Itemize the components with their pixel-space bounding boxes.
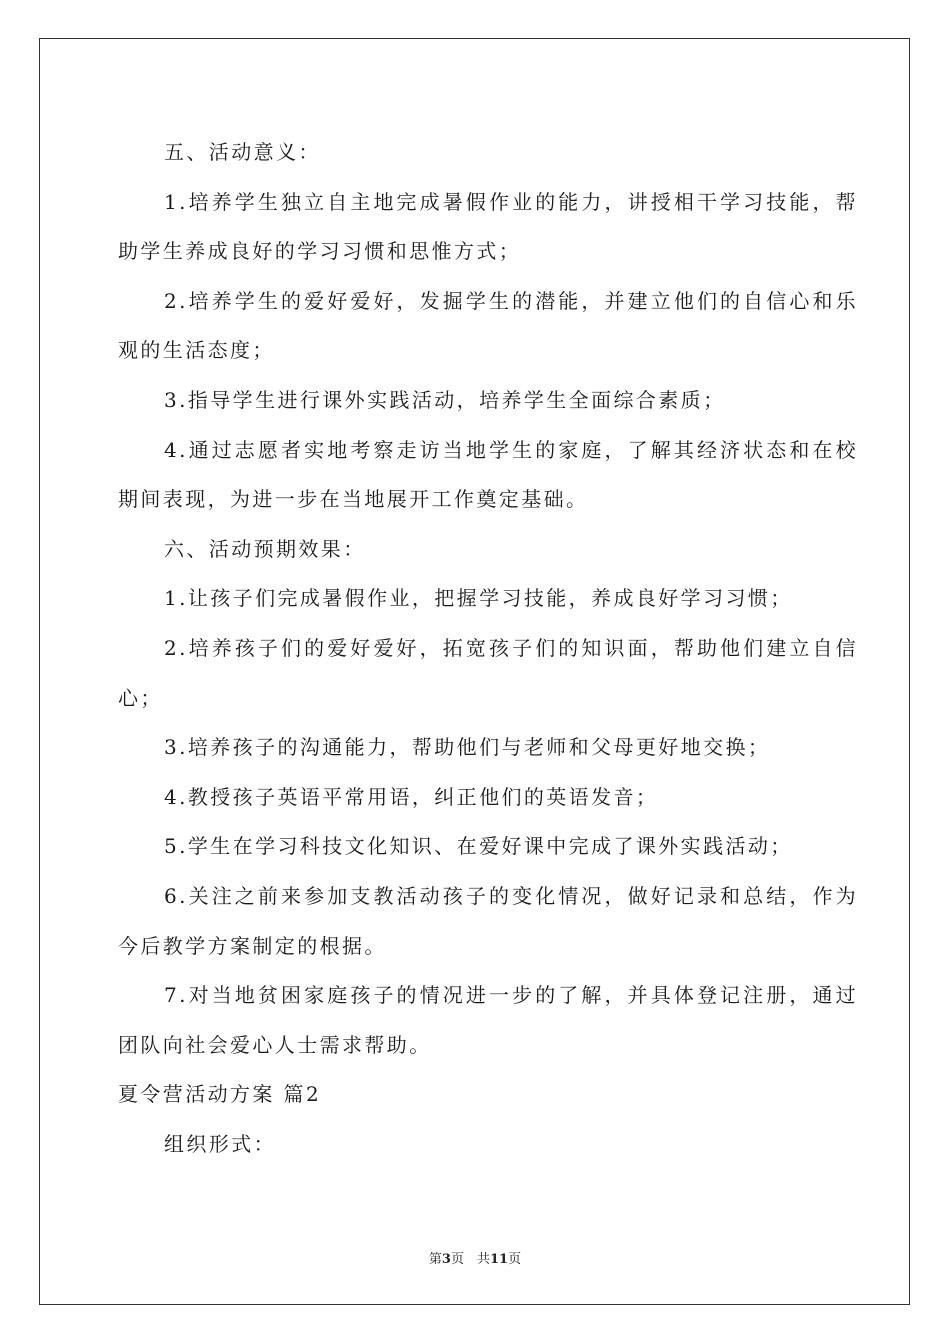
page-label-mid: 页 共	[450, 1252, 490, 1267]
page-label-prefix: 第	[428, 1252, 442, 1267]
paragraph: 3.指导学生进行课外实践活动，培养学生全面综合素质；	[164, 387, 726, 412]
paragraph: 4.通过志愿者实地考察走访当地学生的家庭，了解其经济状态和在校期间表现，为进一步在当地展开工作奠定基础。	[118, 437, 858, 512]
paragraph: 1.让孩子们完成暑假作业，把握学习技能，养成良好学习习惯；	[164, 586, 793, 611]
total-page-number: 11	[489, 1252, 509, 1267]
paragraph: 3.培养孩子的沟通能力，帮助他们与老师和父母更好地交换；	[164, 735, 771, 760]
section-heading-expected-results: 六、活动预期效果：	[164, 536, 366, 561]
section-heading-significance: 五、活动意义：	[164, 140, 321, 164]
paragraph: 6.关注之前来参加支教活动孩子的变化情况，做好记录和总结，作为今后教学方案制定的根据。	[118, 883, 858, 958]
document-body	[118, 128, 858, 1169]
paragraph: 4.教授孩子英语平常用语，纠正他们的英语发音；	[164, 784, 659, 809]
paragraph: 1.培养学生独立自主地完成暑假作业的能力，讲授相干学习技能，帮助学生养成良好的学习习惯和思惟方式；	[118, 189, 858, 264]
paragraph: 2.培养学生的爱好爱好，发掘学生的潜能，并建立他们的自信心和乐观的生活态度；	[118, 288, 858, 363]
paragraph: 2.培养孩子们的爱好爱好，拓宽孩子们的知识面，帮助他们建立自信心；	[118, 635, 858, 710]
section-heading-organization: 组织形式：	[164, 1131, 276, 1156]
current-page-number: 3	[441, 1252, 451, 1267]
page-footer	[0, 1248, 950, 1267]
page-label-suffix: 页	[508, 1252, 522, 1267]
paragraph: 7.对当地贫困家庭孩子的情况进一步的了解，并具体登记注册，通过团队向社会爱心人士需求帮助。	[118, 983, 858, 1057]
article-title: 夏令营活动方案 篇2	[118, 1082, 322, 1107]
paragraph: 5.学生在学习科技文化知识、在爱好课中完成了课外实践活动；	[164, 834, 793, 859]
